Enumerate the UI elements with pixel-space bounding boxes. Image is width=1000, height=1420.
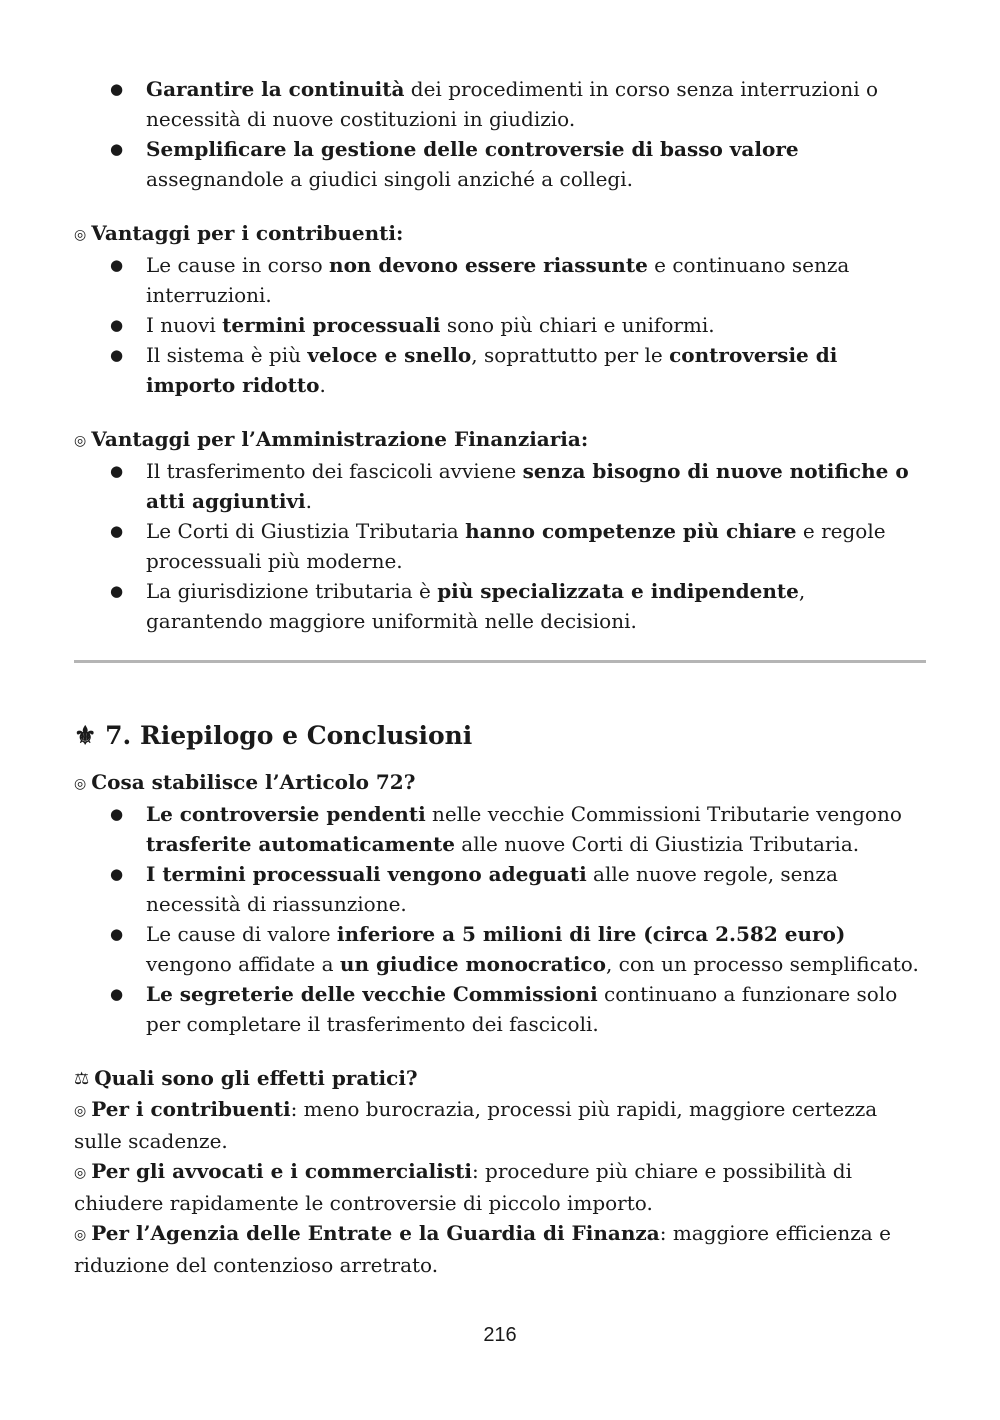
bullseye-icon: ◎ [74,1165,87,1181]
contribuenti-heading: ◎ Vantaggi per i contribuenti: [74,221,404,245]
bullseye-icon: ◎ [74,1103,87,1119]
bullseye-icon: ◎ [74,776,87,792]
section-title: ⚜ 7. Riepilogo e Conclusioni [74,721,473,750]
bullseye-icon: ◎ [74,227,87,243]
amministrazione-heading: ◎ Vantaggi per l’Amministrazione Finanziaria: [74,427,589,451]
list-item: ● Garantire la continuità dei procedimenti in corso senza interruzioni o necessità di nuove costituzioni in giudizio. [74,74,926,134]
list-item: ● Le Corti di Giustizia Tributaria hanno competenze più chiare e regole processuali più moderne. [74,516,926,576]
list-item: ● Le cause in corso non devono essere riassunte e continuano senza interruzioni. [74,250,926,310]
bullseye-icon: ◎ [74,1227,87,1243]
effects-heading: ⚖ Quali sono gli effetti pratici? [74,1066,418,1090]
list-item: ● I nuovi termini processuali sono più chiari e uniformi. [74,310,926,340]
page-number: 216 [483,1324,517,1346]
list-item: ● Il trasferimento dei fascicoli avviene senza bisogno di nuove notifiche o atti aggiuntivi. [74,456,926,516]
question-heading: ◎ Cosa stabilisce l’Articolo 72? [74,770,416,794]
list-item: ● Le segreterie delle vecchie Commissioni continuano a funzionare solo per completare il trasferimento dei fascicoli. [74,979,926,1039]
effects-paragraph: ◎ Per gli avvocati e i commercialisti: procedure più chiare e possibilità di chiudere rapidamente le controversie di piccolo importo. [74,1159,852,1215]
list-item: ● Le controversie pendenti nelle vecchie Commissioni Tributarie vengono trasferite automaticamente alle nuove Corti di Giustizia Tributaria. [74,799,926,859]
list-item: ● Semplificare la gestione delle controversie di basso valore assegnandole a giudici singoli anziché a collegi. [74,134,926,194]
list-item: ● Il sistema è più veloce e snello, soprattutto per le controversie di importo ridotto. [74,340,926,400]
list-item: ● Le cause di valore inferiore a 5 milioni di lire (circa 2.582 euro) vengono affidate a un giudice monocratico, con un processo semplificato. [74,919,926,979]
fleur-de-lis-icon: ⚜ [74,721,97,750]
effects-paragraph: ◎ Per l’Agenzia delle Entrate e la Guardia di Finanza: maggiore efficienza e riduzione del contenzioso arretrato. [74,1221,891,1277]
effects-paragraph: ◎ Per i contribuenti: meno burocrazia, processi più rapidi, maggiore certezza sulle scadenze. [74,1097,878,1153]
top-bullet-list [74,74,926,194]
list-item: ● I termini processuali vengono adeguati alle nuove regole, senza necessità di riassunzione. [74,859,926,919]
article-72-list [74,799,926,1039]
document-page [74,74,926,1280]
section-divider [74,660,926,663]
bullseye-icon: ◎ [74,433,87,449]
contribuenti-list [74,250,926,400]
amministrazione-list [74,456,926,636]
list-item: ● La giurisdizione tributaria è più specializzata e indipendente, garantendo maggiore uniformità nelle decisioni. [74,576,926,636]
scales-icon: ⚖ [74,1069,90,1089]
